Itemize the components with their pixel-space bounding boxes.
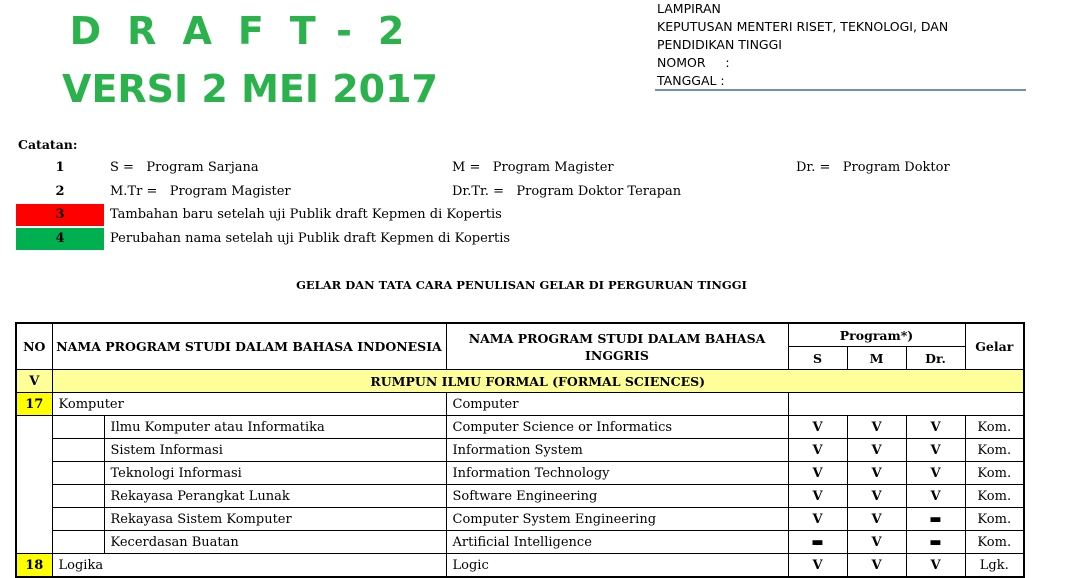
indonesian-name: Sistem Informasi <box>104 439 446 462</box>
english-name: Information Technology <box>446 462 788 485</box>
group-english-name: Logic <box>446 554 788 578</box>
gelar: Kom. <box>965 531 1024 554</box>
notes-heading: Catatan: <box>18 137 78 152</box>
program-dr: ▬ <box>906 531 965 554</box>
program-dr: V <box>906 554 965 578</box>
program-s: V <box>788 485 847 508</box>
group-empty <box>788 393 1024 416</box>
note-row <box>16 228 1066 250</box>
rumpun-row <box>16 370 1024 393</box>
group-english-name: Computer <box>446 393 788 416</box>
draft-line-1: DRAFT-2 <box>69 9 431 53</box>
lampiran-line: KEPUTUSAN MENTERI RISET, TEKNOLOGI, DAN <box>657 19 949 34</box>
program-s: V <box>788 416 847 439</box>
program-m: V <box>847 531 906 554</box>
group-row <box>16 393 1024 416</box>
indent-spacer <box>52 485 104 508</box>
header-gelar: Gelar <box>965 323 1024 370</box>
english-name: Computer Science or Informatics <box>446 416 788 439</box>
gelar: Kom. <box>965 508 1024 531</box>
lampiran-block <box>657 0 948 90</box>
program-s: ▬ <box>788 531 847 554</box>
degree-table <box>15 322 1025 578</box>
group-indonesian-name: Logika <box>52 554 446 578</box>
program-m: V <box>847 416 906 439</box>
lampiran-line: LAMPIRAN <box>657 1 721 16</box>
program-m: V <box>847 462 906 485</box>
program-dr: ▬ <box>906 508 965 531</box>
english-name: Software Engineering <box>446 485 788 508</box>
gelar: Kom. <box>965 462 1024 485</box>
program-dr: V <box>906 439 965 462</box>
note-text: Dr.Tr. = Program Doktor Terapan <box>452 184 682 199</box>
rumpun-title: RUMPUN ILMU FORMAL (FORMAL SCIENCES) <box>52 370 1024 393</box>
indent-spacer <box>52 416 104 439</box>
header-english-name: NAMA PROGRAM STUDI DALAM BAHASA INGGRIS <box>446 323 788 370</box>
note-color-swatch-green: 4 <box>16 228 104 250</box>
note-text: Perubahan nama setelah uji Publik draft Kepmen di Kopertis <box>110 231 511 246</box>
gelar: Kom. <box>965 485 1024 508</box>
indonesian-name: Rekayasa Sistem Komputer <box>104 508 446 531</box>
note-text: S = Program Sarjana <box>110 160 259 175</box>
lampiran-divider <box>655 89 1026 91</box>
lampiran-line: PENDIDIKAN TINGGI <box>657 37 782 52</box>
group-number: 17 <box>16 393 52 416</box>
header-m: M <box>847 347 906 370</box>
lampiran-line: NOMOR : <box>657 55 730 70</box>
program-dr: V <box>906 416 965 439</box>
header-no: NO <box>16 323 52 370</box>
draft-title <box>40 8 460 112</box>
group-indonesian-name: Komputer <box>52 393 446 416</box>
indent-spacer <box>52 462 104 485</box>
lampiran-line: TANGGAL : <box>657 73 725 88</box>
gelar: Lgk. <box>965 554 1024 578</box>
indent-spacer <box>52 531 104 554</box>
table-row <box>16 531 1024 554</box>
note-text: Dr. = Program Doktor <box>796 160 950 175</box>
indent-spacer <box>52 508 104 531</box>
note-text: M.Tr = Program Magister <box>110 184 291 199</box>
indent-spacer <box>52 439 104 462</box>
rumpun-number: V <box>16 370 52 393</box>
indonesian-name: Rekayasa Perangkat Lunak <box>104 485 446 508</box>
section-title: GELAR DAN TATA CARA PENULISAN GELAR DI PERGURUAN TINGGI <box>296 278 747 292</box>
program-s: V <box>788 462 847 485</box>
indonesian-name: Ilmu Komputer atau Informatika <box>104 416 446 439</box>
table-row <box>16 508 1024 531</box>
program-s: V <box>788 439 847 462</box>
program-dr: V <box>906 462 965 485</box>
header-indonesian-name: NAMA PROGRAM STUDI DALAM BAHASA INDONESIA <box>52 323 446 370</box>
table-row <box>16 416 1024 439</box>
draft-line-2: VERSI 2 MEI 2017 <box>62 67 438 111</box>
english-name: Information System <box>446 439 788 462</box>
note-color-swatch-red: 3 <box>16 204 104 226</box>
header-dr: Dr. <box>906 347 965 370</box>
program-s: V <box>788 554 847 578</box>
note-number: 1 <box>55 160 65 175</box>
no-spacer <box>16 416 52 554</box>
program-m: V <box>847 485 906 508</box>
note-row <box>16 204 1066 226</box>
gelar: Kom. <box>965 439 1024 462</box>
group-number: 18 <box>16 554 52 578</box>
note-number: 2 <box>55 184 65 199</box>
note-row <box>16 157 1066 179</box>
note-text: M = Program Magister <box>452 160 614 175</box>
note-row <box>16 181 1066 203</box>
indonesian-name: Teknologi Informasi <box>104 462 446 485</box>
program-m: V <box>847 554 906 578</box>
table-row <box>16 485 1024 508</box>
table-row <box>16 439 1024 462</box>
table-row <box>16 462 1024 485</box>
gelar: Kom. <box>965 416 1024 439</box>
english-name: Computer System Engineering <box>446 508 788 531</box>
program-m: V <box>847 439 906 462</box>
note-text: Tambahan baru setelah uji Publik draft Kepmen di Kopertis <box>110 207 502 222</box>
program-s: V <box>788 508 847 531</box>
header-s: S <box>788 347 847 370</box>
indonesian-name: Kecerdasan Buatan <box>104 531 446 554</box>
program-m: V <box>847 508 906 531</box>
english-name: Artificial Intelligence <box>446 531 788 554</box>
program-dr: V <box>906 485 965 508</box>
header-program: Program*) <box>788 323 965 347</box>
group-row <box>16 554 1024 578</box>
